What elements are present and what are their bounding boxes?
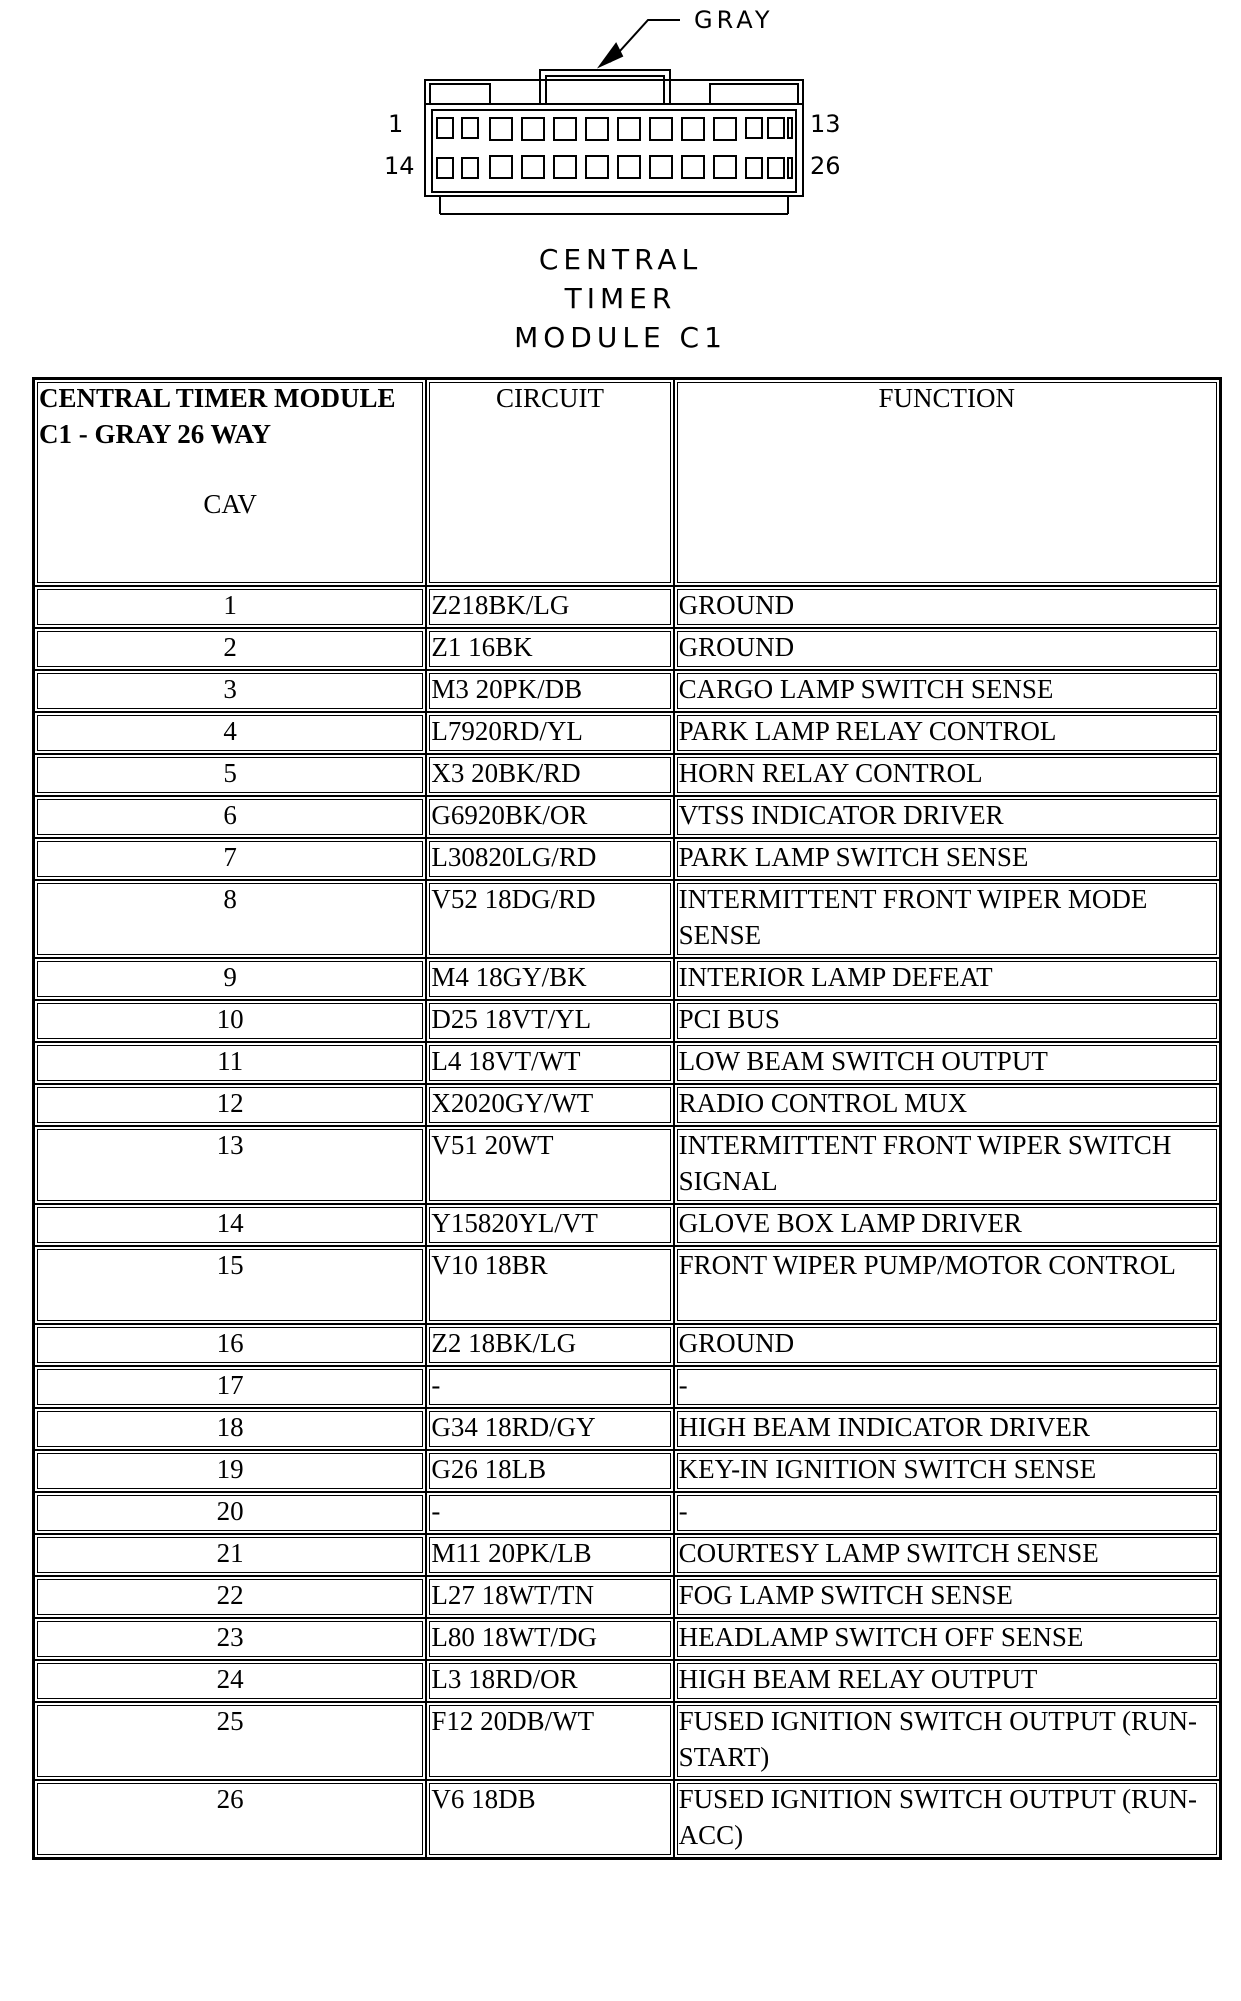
cav-cell: 3 <box>35 671 427 713</box>
table-row <box>35 1703 1219 1781</box>
cav-cell: 26 <box>35 1781 427 1857</box>
table-row <box>35 1085 1219 1127</box>
function-cell: INTERMITTENT FRONT WIPER MODE SENSE <box>675 881 1219 959</box>
table-row <box>35 629 1219 671</box>
circuit-cell: G26 18LB <box>427 1451 674 1493</box>
table-row <box>35 1535 1219 1577</box>
circuit-cell: D25 18VT/YL <box>427 1001 674 1043</box>
cav-cell: 25 <box>35 1703 427 1781</box>
function-cell: GROUND <box>675 629 1219 671</box>
function-cell: PCI BUS <box>675 1001 1219 1043</box>
cav-cell: 10 <box>35 1001 427 1043</box>
table-row <box>35 1493 1219 1535</box>
circuit-cell: L7920RD/YL <box>427 713 674 755</box>
cav-cell: 15 <box>35 1247 427 1325</box>
function-cell: FOG LAMP SWITCH SENSE <box>675 1577 1219 1619</box>
function-cell: HEADLAMP SWITCH OFF SENSE <box>675 1619 1219 1661</box>
cav-cell: 20 <box>35 1493 427 1535</box>
function-cell: CARGO LAMP SWITCH SENSE <box>675 671 1219 713</box>
circuit-cell: M11 20PK/LB <box>427 1535 674 1577</box>
function-cell: GLOVE BOX LAMP DRIVER <box>675 1205 1219 1247</box>
cav-cell: 16 <box>35 1325 427 1367</box>
cav-cell: 8 <box>35 881 427 959</box>
table-row <box>35 1577 1219 1619</box>
pinout-table <box>32 377 1222 1860</box>
function-cell: FUSED IGNITION SWITCH OUTPUT (RUN-START) <box>675 1703 1219 1781</box>
cav-cell: 5 <box>35 755 427 797</box>
table-row <box>35 881 1219 959</box>
circuit-cell: Z1 16BK <box>427 629 674 671</box>
connector-diagram <box>0 0 1241 370</box>
circuit-cell: - <box>427 1367 674 1409</box>
circuit-cell: V6 18DB <box>427 1781 674 1857</box>
table-row <box>35 587 1219 629</box>
cav-cell: 17 <box>35 1367 427 1409</box>
table-row <box>35 1661 1219 1703</box>
cav-column-header: CAV <box>203 489 257 519</box>
cav-cell: 9 <box>35 959 427 1001</box>
table-row <box>35 713 1219 755</box>
table-row <box>35 797 1219 839</box>
function-cell: HIGH BEAM RELAY OUTPUT <box>675 1661 1219 1703</box>
cavity-row-top <box>437 118 792 140</box>
connector-body <box>425 70 803 214</box>
function-cell: INTERMITTENT FRONT WIPER SWITCH SIGNAL <box>675 1127 1219 1205</box>
table-row <box>35 959 1219 1001</box>
function-cell: - <box>675 1367 1219 1409</box>
function-cell: HIGH BEAM INDICATOR DRIVER <box>675 1409 1219 1451</box>
circuit-cell: V51 20WT <box>427 1127 674 1205</box>
table-row <box>35 1001 1219 1043</box>
cavity-row-bottom <box>437 156 792 178</box>
cav-cell: 19 <box>35 1451 427 1493</box>
function-cell: FRONT WIPER PUMP/MOTOR CONTROL <box>675 1247 1219 1325</box>
circuit-column-header: CIRCUIT <box>427 380 674 587</box>
cav-cell: 14 <box>35 1205 427 1247</box>
cav-cell: 6 <box>35 797 427 839</box>
pin-label-1: 1 <box>388 110 404 138</box>
circuit-cell: M3 20PK/DB <box>427 671 674 713</box>
table-title: CENTRAL TIMER MODULE C1 - GRAY 26 WAY <box>39 383 396 449</box>
table-row <box>35 1451 1219 1493</box>
cav-cell: 23 <box>35 1619 427 1661</box>
table-row <box>35 1781 1219 1857</box>
table-row <box>35 1619 1219 1661</box>
circuit-cell: - <box>427 1493 674 1535</box>
function-cell: INTERIOR LAMP DEFEAT <box>675 959 1219 1001</box>
function-cell: COURTESY LAMP SWITCH SENSE <box>675 1535 1219 1577</box>
circuit-cell: L30820LG/RD <box>427 839 674 881</box>
function-cell: KEY-IN IGNITION SWITCH SENSE <box>675 1451 1219 1493</box>
pin-label-13: 13 <box>810 110 841 138</box>
cav-cell: 24 <box>35 1661 427 1703</box>
table-row <box>35 1205 1219 1247</box>
function-cell: HORN RELAY CONTROL <box>675 755 1219 797</box>
function-cell: GROUND <box>675 1325 1219 1367</box>
circuit-cell: L27 18WT/TN <box>427 1577 674 1619</box>
circuit-cell: X3 20BK/RD <box>427 755 674 797</box>
circuit-cell: V10 18BR <box>427 1247 674 1325</box>
color-callout-label: GRAY <box>694 6 774 34</box>
cav-cell: 1 <box>35 587 427 629</box>
function-cell: LOW BEAM SWITCH OUTPUT <box>675 1043 1219 1085</box>
diagram-caption-line-1: CENTRAL <box>538 243 703 276</box>
circuit-cell: G34 18RD/GY <box>427 1409 674 1451</box>
circuit-cell: Y15820YL/VT <box>427 1205 674 1247</box>
function-cell: RADIO CONTROL MUX <box>675 1085 1219 1127</box>
diagram-caption-line-2: TIMER <box>564 282 677 315</box>
function-cell: VTSS INDICATOR DRIVER <box>675 797 1219 839</box>
cav-cell: 22 <box>35 1577 427 1619</box>
function-cell: PARK LAMP RELAY CONTROL <box>675 713 1219 755</box>
function-cell: FUSED IGNITION SWITCH OUTPUT (RUN-ACC) <box>675 1781 1219 1857</box>
function-cell: PARK LAMP SWITCH SENSE <box>675 839 1219 881</box>
circuit-cell: F12 20DB/WT <box>427 1703 674 1781</box>
cav-cell: 12 <box>35 1085 427 1127</box>
cav-cell: 4 <box>35 713 427 755</box>
table-title-cell <box>35 380 427 587</box>
cav-cell: 11 <box>35 1043 427 1085</box>
function-cell: GROUND <box>675 587 1219 629</box>
function-column-header: FUNCTION <box>675 380 1219 587</box>
circuit-cell: Z218BK/LG <box>427 587 674 629</box>
cav-cell: 7 <box>35 839 427 881</box>
cav-cell: 21 <box>35 1535 427 1577</box>
callout-arrowhead <box>600 44 622 66</box>
circuit-cell: L80 18WT/DG <box>427 1619 674 1661</box>
circuit-cell: G6920BK/OR <box>427 797 674 839</box>
circuit-cell: M4 18GY/BK <box>427 959 674 1001</box>
table-row <box>35 1043 1219 1085</box>
table-row <box>35 1367 1219 1409</box>
table-header-row <box>35 380 1219 587</box>
circuit-cell: L3 18RD/OR <box>427 1661 674 1703</box>
circuit-cell: L4 18VT/WT <box>427 1043 674 1085</box>
cav-cell: 13 <box>35 1127 427 1205</box>
pin-label-14: 14 <box>384 152 415 180</box>
table-row <box>35 1325 1219 1367</box>
cav-cell: 2 <box>35 629 427 671</box>
function-cell: - <box>675 1493 1219 1535</box>
table-row <box>35 1247 1219 1325</box>
table-row <box>35 671 1219 713</box>
table-row <box>35 839 1219 881</box>
pin-label-26: 26 <box>810 152 841 180</box>
diagram-caption-line-3: MODULE C1 <box>514 321 727 354</box>
table-row <box>35 755 1219 797</box>
table-row <box>35 1409 1219 1451</box>
cav-cell: 18 <box>35 1409 427 1451</box>
circuit-cell: X2020GY/WT <box>427 1085 674 1127</box>
circuit-cell: Z2 18BK/LG <box>427 1325 674 1367</box>
table-row <box>35 1127 1219 1205</box>
circuit-cell: V52 18DG/RD <box>427 881 674 959</box>
